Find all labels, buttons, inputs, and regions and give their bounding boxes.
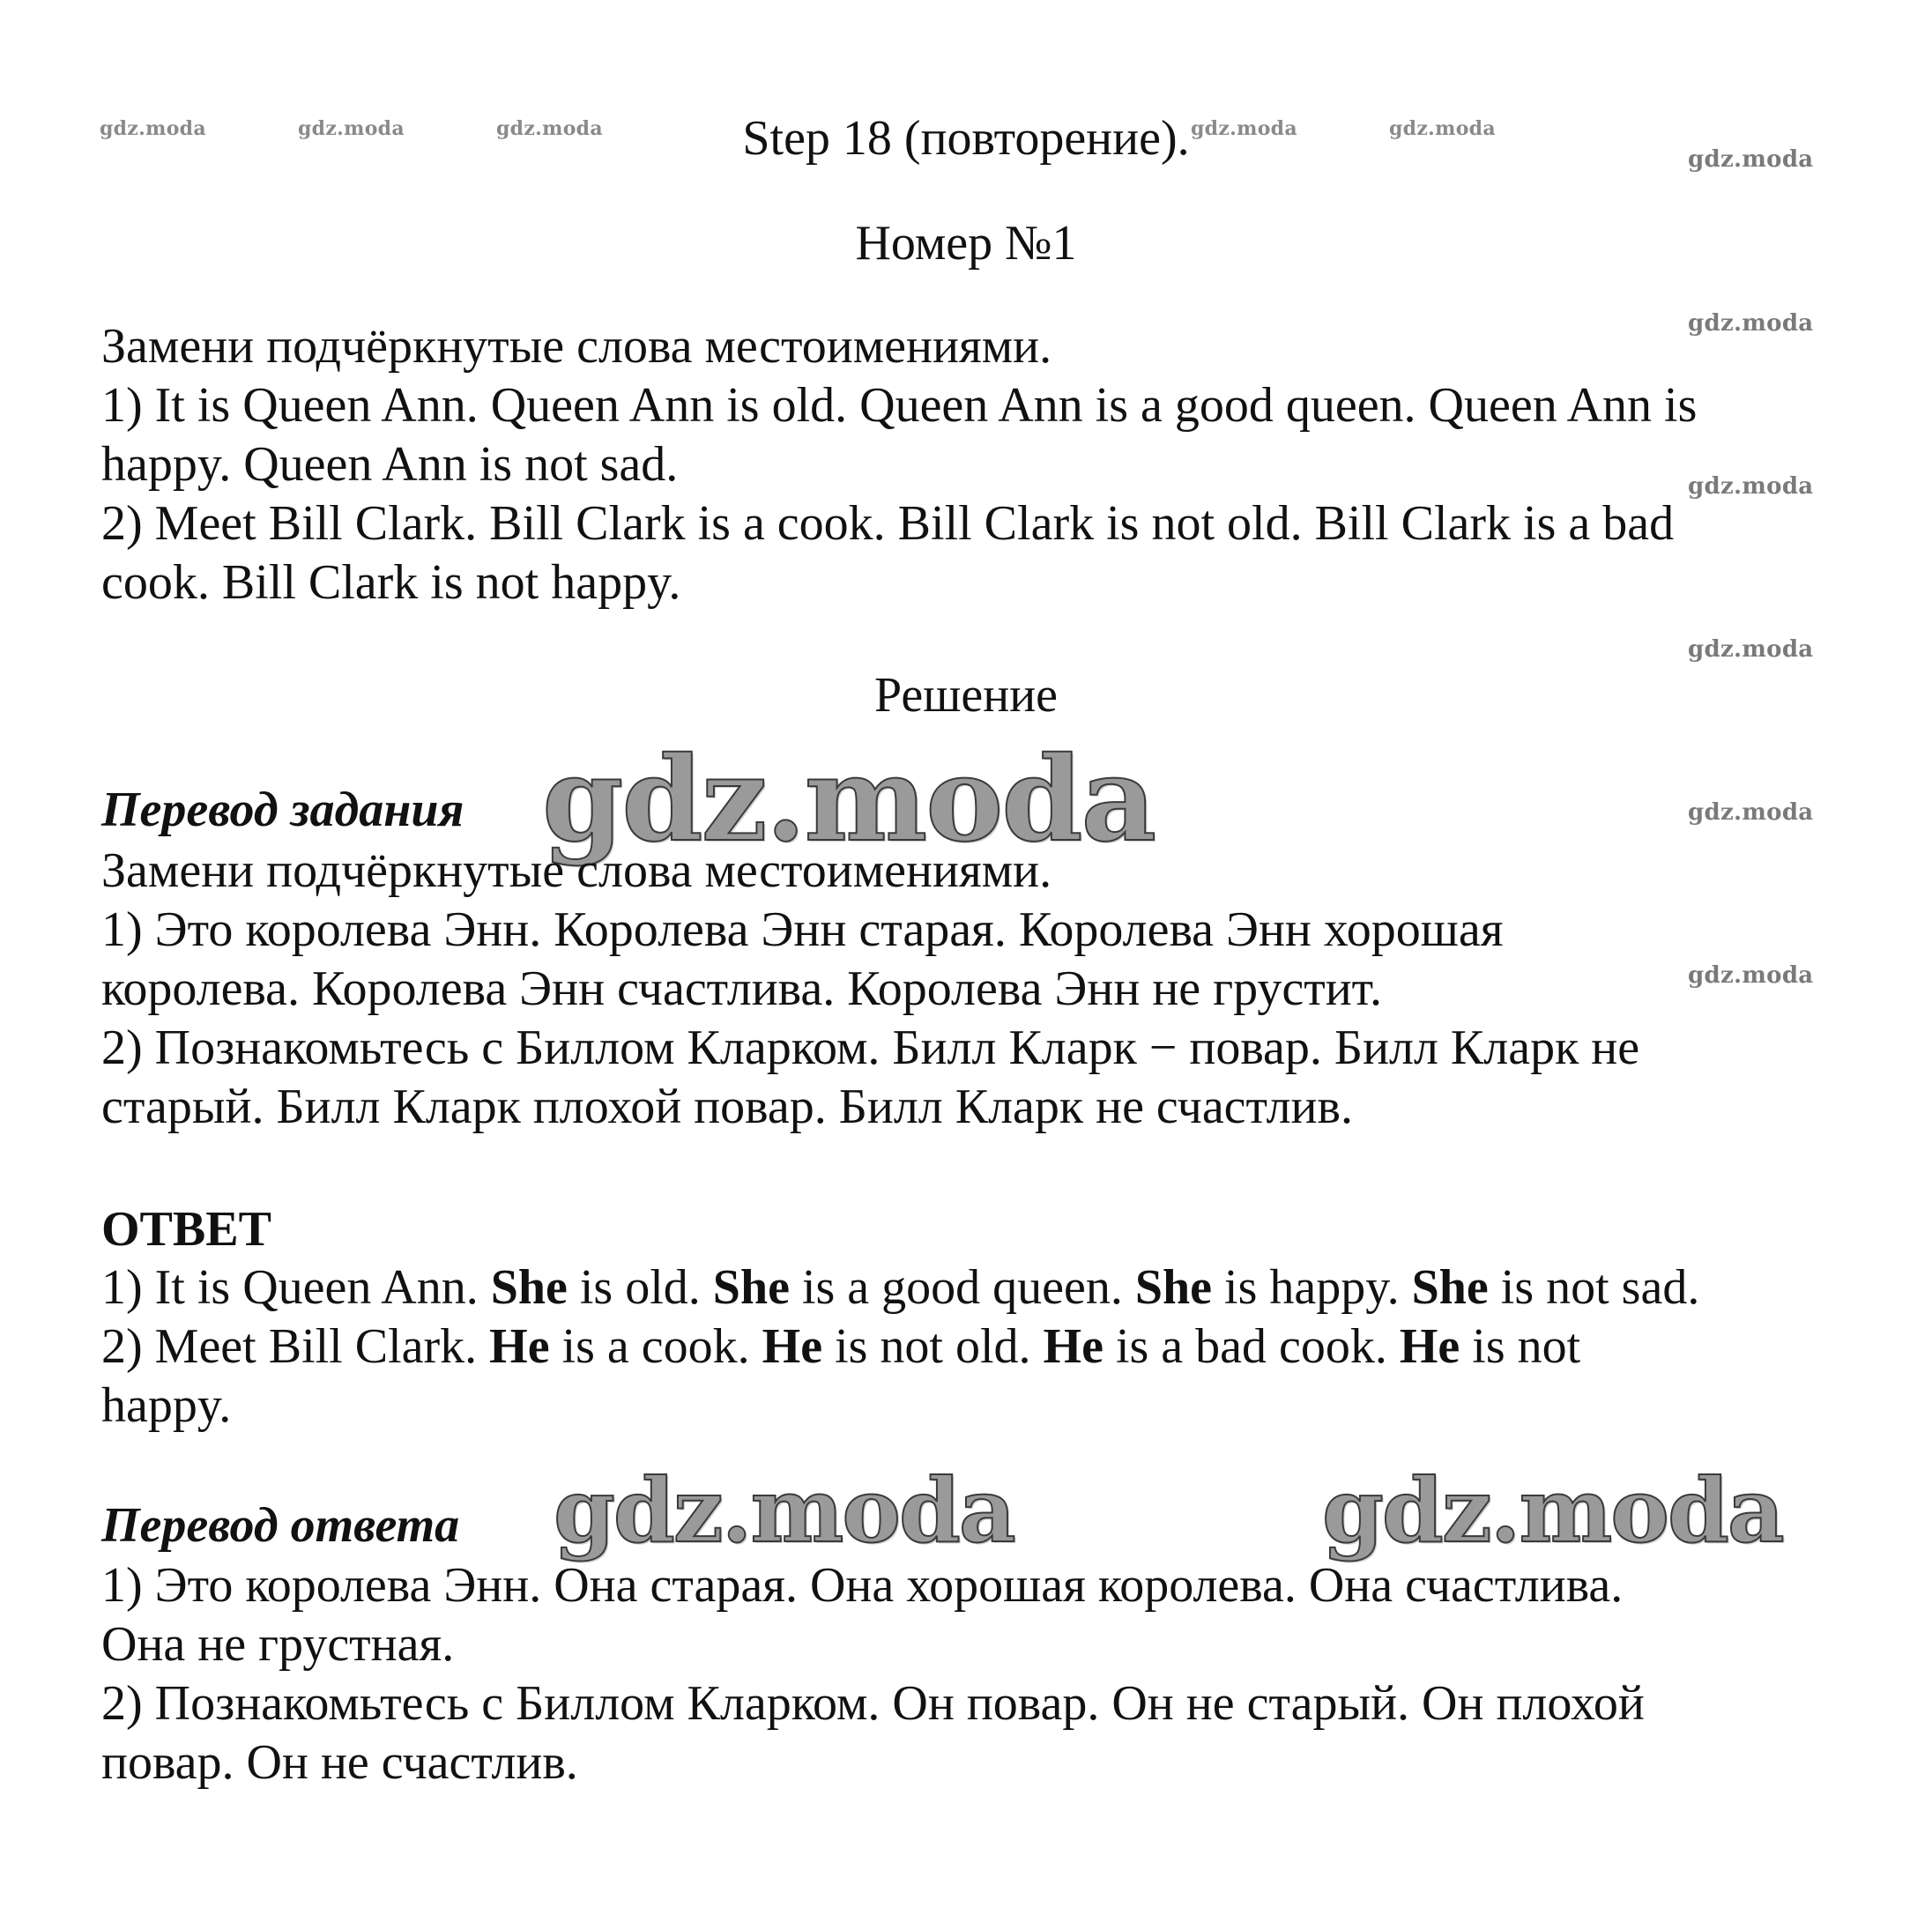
watermark-small: gdz.moda bbox=[1191, 117, 1297, 140]
task-line: happy. Queen Ann is not sad. bbox=[101, 437, 679, 492]
answer-pronoun: He bbox=[1043, 1319, 1103, 1374]
watermark-large: gdz.moda bbox=[542, 731, 1155, 868]
answer-text: 1) It is Queen Ann. bbox=[101, 1260, 491, 1315]
answer-translation-heading: Перевод ответа bbox=[101, 1498, 460, 1553]
answer-pronoun: He bbox=[762, 1319, 823, 1374]
translation-line: королева. Королева Энн счастлива. Королева Энн не грустит. bbox=[101, 961, 1382, 1016]
task-translation-block bbox=[101, 842, 1864, 1137]
translation-line: 2) Познакомьтесь с Биллом Кларком. Билл Кларк − повар. Билл Кларк не bbox=[101, 1020, 1640, 1075]
answer-line-3: happy. bbox=[101, 1378, 232, 1433]
task-instruction: Замени подчёркнутые слова местоимениями. bbox=[101, 319, 1052, 374]
answer-text: is not old. bbox=[822, 1319, 1044, 1374]
watermark-small: gdz.moda bbox=[298, 117, 405, 140]
exercise-number: Номер №1 bbox=[855, 216, 1077, 271]
watermark-small: gdz.moda bbox=[1688, 473, 1814, 500]
answer-pronoun: He bbox=[489, 1319, 550, 1374]
answer-pronoun: She bbox=[1134, 1260, 1213, 1315]
watermark-small: gdz.moda bbox=[1688, 799, 1814, 826]
answer-pronoun: She bbox=[490, 1260, 568, 1315]
task-line: 1) It is Queen Ann. Queen Ann is old. Queen Ann is a good queen. Queen Ann is bbox=[101, 378, 1698, 433]
answer-text: 2) Meet Bill Clark. bbox=[101, 1319, 490, 1374]
answer-pronoun: She bbox=[1411, 1260, 1489, 1315]
translation-line: старый. Билл Кларк плохой повар. Билл Кларк не счастлив. bbox=[101, 1080, 1353, 1134]
answer-translation-line: 2) Познакомьтесь с Биллом Кларком. Он повар. Он не старый. Он плохой bbox=[101, 1676, 1645, 1731]
answer-heading: ОТВЕТ bbox=[101, 1202, 271, 1257]
watermark-small: gdz.moda bbox=[100, 117, 206, 140]
answer-translation-line: 1) Это королева Энн. Она старая. Она хорошая королева. Она счастлива. bbox=[101, 1558, 1624, 1613]
answer-text: is not bbox=[1460, 1319, 1581, 1374]
watermark-large: gdz.moda bbox=[1322, 1458, 1783, 1562]
answer-text: is a cook. bbox=[549, 1319, 762, 1374]
answer-translation-block bbox=[101, 1556, 1864, 1792]
watermark-small: gdz.moda bbox=[496, 117, 603, 140]
watermark-small: gdz.moda bbox=[1389, 117, 1496, 140]
watermark-large: gdz.moda bbox=[554, 1458, 1014, 1562]
answer-translation-line: Она не грустная. bbox=[101, 1617, 455, 1672]
translation-instruction: Замени подчёркнутые слова местоимениями. bbox=[101, 843, 1052, 898]
task-block bbox=[101, 317, 1864, 612]
task-line: 2) Meet Bill Clark. Bill Clark is a cook. Bill Clark is not old. Bill Clark is a bad bbox=[101, 496, 1675, 551]
answer-text: is not sad. bbox=[1488, 1260, 1700, 1315]
answer-line-2 bbox=[101, 1317, 1864, 1377]
answer-translation-line: повар. Он не счастлив. bbox=[101, 1735, 578, 1790]
task-translation-heading: Перевод задания bbox=[101, 783, 464, 837]
watermark-small: gdz.moda bbox=[1688, 636, 1814, 663]
answer-block bbox=[101, 1258, 1864, 1436]
answer-pronoun: She bbox=[712, 1260, 790, 1315]
solution-label: Решение bbox=[873, 668, 1059, 723]
answer-pronoun: He bbox=[1399, 1319, 1460, 1374]
answer-text: is a good queen. bbox=[789, 1260, 1135, 1315]
answer-text: is happy. bbox=[1212, 1260, 1412, 1315]
answer-text: is a bad cook. bbox=[1103, 1319, 1400, 1374]
task-line: cook. Bill Clark is not happy. bbox=[101, 555, 681, 610]
page-title: Step 18 (повторение). bbox=[742, 111, 1190, 166]
answer-text: is old. bbox=[567, 1260, 713, 1315]
answer-line-1 bbox=[101, 1258, 1864, 1317]
watermark-small: gdz.moda bbox=[1688, 146, 1814, 173]
watermark-small: gdz.moda bbox=[1688, 310, 1814, 337]
translation-line: 1) Это королева Энн. Королева Энн старая. Королева Энн хорошая bbox=[101, 902, 1504, 957]
watermark-small: gdz.moda bbox=[1688, 962, 1814, 989]
